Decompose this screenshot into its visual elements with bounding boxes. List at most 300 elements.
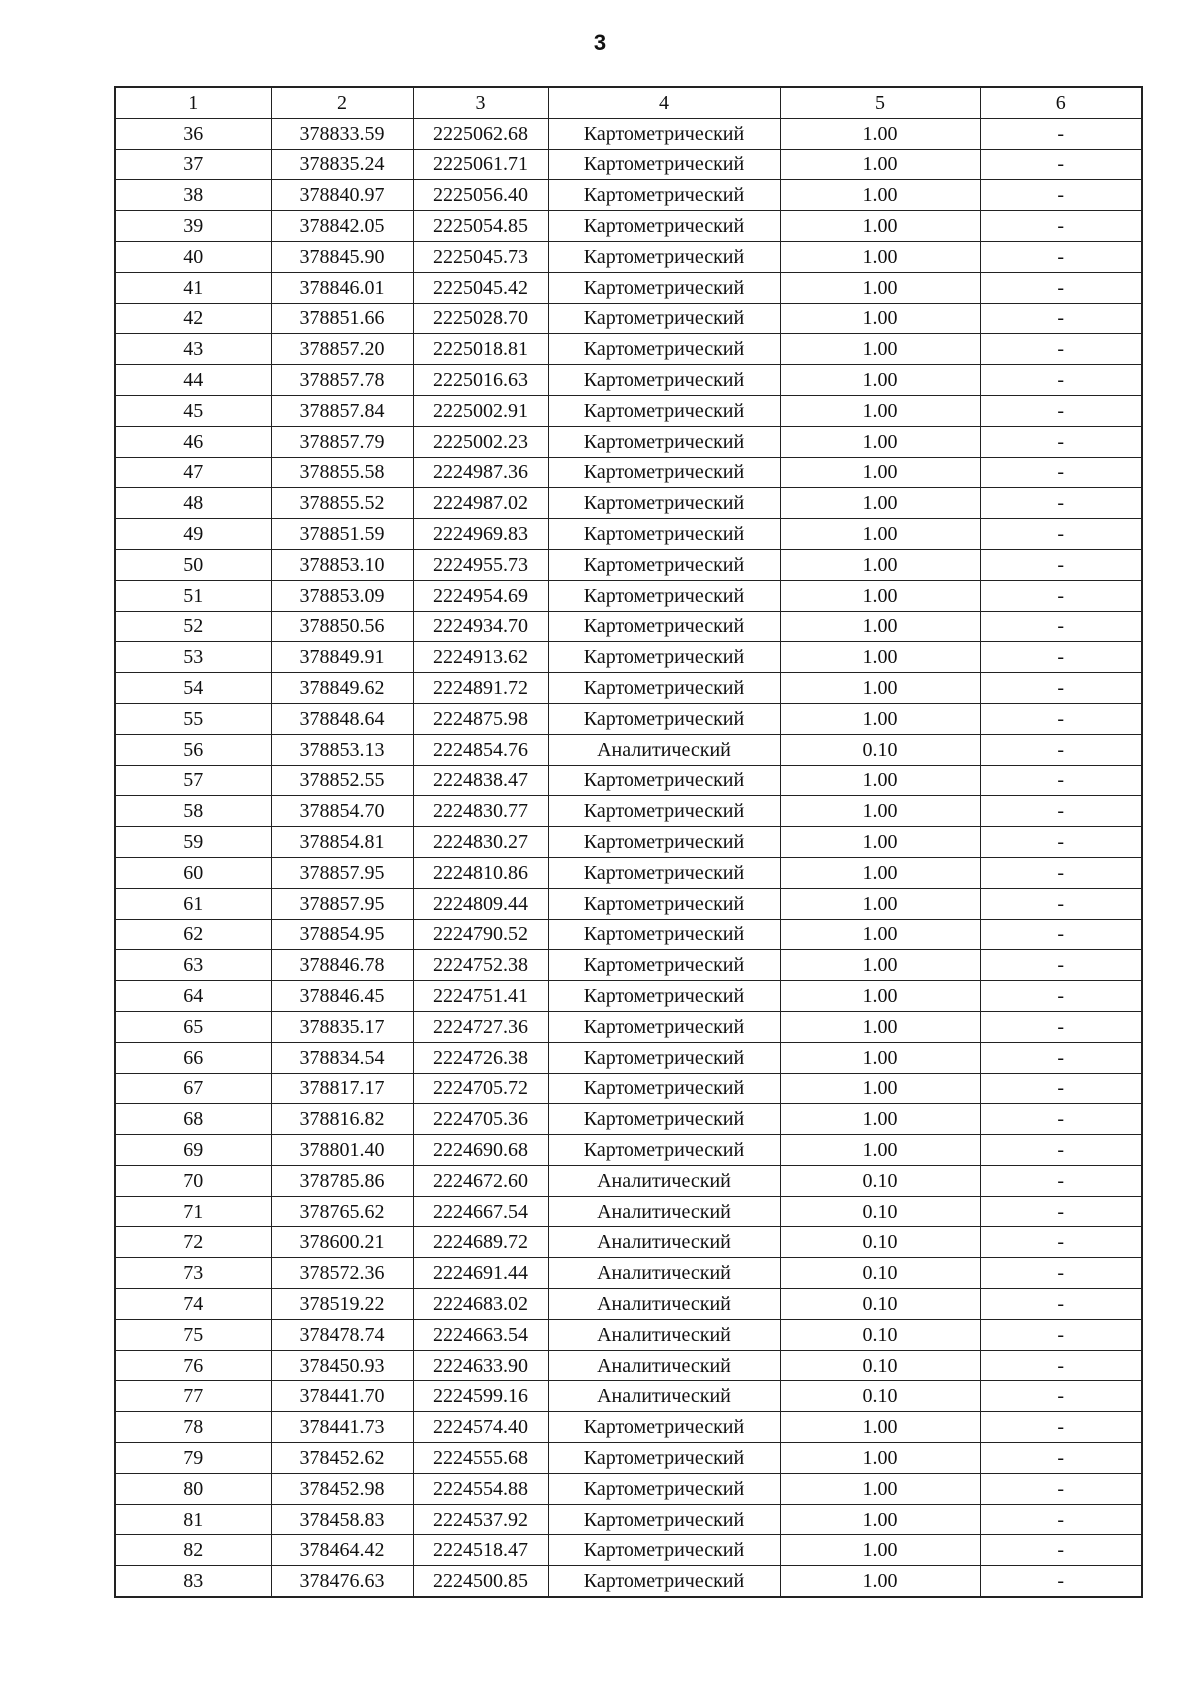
table-row xyxy=(115,1042,1142,1073)
y-coordinate-cell: 2224838.47 xyxy=(413,765,548,796)
table-row xyxy=(115,1504,1142,1535)
method-cell: Аналитический xyxy=(548,1381,780,1412)
table-row xyxy=(115,827,1142,858)
description-cell: - xyxy=(980,1073,1142,1104)
y-coordinate-cell: 2225054.85 xyxy=(413,211,548,242)
method-cell: Картометрический xyxy=(548,919,780,950)
y-coordinate-cell: 2224518.47 xyxy=(413,1535,548,1566)
point-number-cell: 82 xyxy=(115,1535,271,1566)
accuracy-cell: 1.00 xyxy=(780,488,980,519)
accuracy-cell: 1.00 xyxy=(780,950,980,981)
description-cell: - xyxy=(980,703,1142,734)
method-cell: Картометрический xyxy=(548,395,780,426)
description-cell: - xyxy=(980,180,1142,211)
method-cell: Картометрический xyxy=(548,334,780,365)
x-coordinate-cell: 378855.58 xyxy=(271,457,413,488)
table-row xyxy=(115,981,1142,1012)
description-cell: - xyxy=(980,118,1142,149)
accuracy-cell: 1.00 xyxy=(780,549,980,580)
point-number-cell: 75 xyxy=(115,1319,271,1350)
point-number-cell: 65 xyxy=(115,1011,271,1042)
y-coordinate-cell: 2224751.41 xyxy=(413,981,548,1012)
y-coordinate-cell: 2224554.88 xyxy=(413,1473,548,1504)
x-coordinate-cell: 378833.59 xyxy=(271,118,413,149)
accuracy-cell: 1.00 xyxy=(780,765,980,796)
y-coordinate-cell: 2225045.42 xyxy=(413,272,548,303)
x-coordinate-cell: 378849.62 xyxy=(271,673,413,704)
y-coordinate-cell: 2224599.16 xyxy=(413,1381,548,1412)
method-cell: Аналитический xyxy=(548,1319,780,1350)
description-cell: - xyxy=(980,888,1142,919)
point-number-cell: 83 xyxy=(115,1566,271,1597)
description-cell: - xyxy=(980,827,1142,858)
description-cell: - xyxy=(980,303,1142,334)
method-cell: Картометрический xyxy=(548,673,780,704)
accuracy-cell: 0.10 xyxy=(780,1289,980,1320)
method-cell: Картометрический xyxy=(548,580,780,611)
x-coordinate-cell: 378857.20 xyxy=(271,334,413,365)
accuracy-cell: 1.00 xyxy=(780,981,980,1012)
method-cell: Картометрический xyxy=(548,703,780,734)
accuracy-cell: 1.00 xyxy=(780,827,980,858)
method-cell: Картометрический xyxy=(548,1042,780,1073)
description-cell: - xyxy=(980,919,1142,950)
accuracy-cell: 1.00 xyxy=(780,118,980,149)
description-cell: - xyxy=(980,734,1142,765)
method-cell: Аналитический xyxy=(548,1258,780,1289)
description-cell: - xyxy=(980,272,1142,303)
table-row xyxy=(115,303,1142,334)
point-number-cell: 77 xyxy=(115,1381,271,1412)
table-row xyxy=(115,1566,1142,1597)
table-row xyxy=(115,549,1142,580)
method-cell: Аналитический xyxy=(548,1289,780,1320)
table-row xyxy=(115,1135,1142,1166)
y-coordinate-cell: 2225061.71 xyxy=(413,149,548,180)
table-row xyxy=(115,796,1142,827)
x-coordinate-cell: 378851.59 xyxy=(271,519,413,550)
table-row xyxy=(115,1227,1142,1258)
description-cell: - xyxy=(980,1319,1142,1350)
point-number-cell: 79 xyxy=(115,1443,271,1474)
method-cell: Аналитический xyxy=(548,734,780,765)
description-cell: - xyxy=(980,426,1142,457)
accuracy-cell: 0.10 xyxy=(780,1227,980,1258)
point-number-cell: 64 xyxy=(115,981,271,1012)
description-cell: - xyxy=(980,1011,1142,1042)
point-number-cell: 67 xyxy=(115,1073,271,1104)
accuracy-cell: 1.00 xyxy=(780,149,980,180)
accuracy-cell: 1.00 xyxy=(780,1504,980,1535)
y-coordinate-cell: 2225002.23 xyxy=(413,426,548,457)
column-header: 2 xyxy=(271,87,413,118)
y-coordinate-cell: 2224854.76 xyxy=(413,734,548,765)
x-coordinate-cell: 378600.21 xyxy=(271,1227,413,1258)
table-row xyxy=(115,1473,1142,1504)
point-number-cell: 58 xyxy=(115,796,271,827)
method-cell: Картометрический xyxy=(548,118,780,149)
y-coordinate-cell: 2225002.91 xyxy=(413,395,548,426)
y-coordinate-cell: 2224500.85 xyxy=(413,1566,548,1597)
x-coordinate-cell: 378441.73 xyxy=(271,1412,413,1443)
y-coordinate-cell: 2224891.72 xyxy=(413,673,548,704)
point-number-cell: 41 xyxy=(115,272,271,303)
accuracy-cell: 1.00 xyxy=(780,703,980,734)
method-cell: Картометрический xyxy=(548,1135,780,1166)
table-row xyxy=(115,1011,1142,1042)
accuracy-cell: 0.10 xyxy=(780,1381,980,1412)
description-cell: - xyxy=(980,1350,1142,1381)
point-number-cell: 50 xyxy=(115,549,271,580)
x-coordinate-cell: 378854.70 xyxy=(271,796,413,827)
column-header: 5 xyxy=(780,87,980,118)
accuracy-cell: 1.00 xyxy=(780,888,980,919)
table-row xyxy=(115,118,1142,149)
point-number-cell: 62 xyxy=(115,919,271,950)
point-number-cell: 61 xyxy=(115,888,271,919)
y-coordinate-cell: 2225062.68 xyxy=(413,118,548,149)
description-cell: - xyxy=(980,1566,1142,1597)
method-cell: Аналитический xyxy=(548,1350,780,1381)
description-cell: - xyxy=(980,1504,1142,1535)
point-number-cell: 72 xyxy=(115,1227,271,1258)
description-cell: - xyxy=(980,1258,1142,1289)
y-coordinate-cell: 2225056.40 xyxy=(413,180,548,211)
description-cell: - xyxy=(980,796,1142,827)
method-cell: Картометрический xyxy=(548,1412,780,1443)
point-number-cell: 45 xyxy=(115,395,271,426)
x-coordinate-cell: 378851.66 xyxy=(271,303,413,334)
accuracy-cell: 1.00 xyxy=(780,180,980,211)
x-coordinate-cell: 378835.17 xyxy=(271,1011,413,1042)
y-coordinate-cell: 2225016.63 xyxy=(413,365,548,396)
description-cell: - xyxy=(980,395,1142,426)
table-row xyxy=(115,857,1142,888)
description-cell: - xyxy=(980,549,1142,580)
point-number-cell: 63 xyxy=(115,950,271,981)
method-cell: Картометрический xyxy=(548,611,780,642)
x-coordinate-cell: 378853.10 xyxy=(271,549,413,580)
table-row xyxy=(115,334,1142,365)
point-number-cell: 81 xyxy=(115,1504,271,1535)
description-cell: - xyxy=(980,457,1142,488)
description-cell: - xyxy=(980,365,1142,396)
table-row xyxy=(115,580,1142,611)
x-coordinate-cell: 378464.42 xyxy=(271,1535,413,1566)
table-row xyxy=(115,1073,1142,1104)
x-coordinate-cell: 378857.84 xyxy=(271,395,413,426)
description-cell: - xyxy=(980,1535,1142,1566)
method-cell: Картометрический xyxy=(548,1073,780,1104)
x-coordinate-cell: 378452.62 xyxy=(271,1443,413,1474)
y-coordinate-cell: 2225018.81 xyxy=(413,334,548,365)
point-number-cell: 43 xyxy=(115,334,271,365)
table-row xyxy=(115,765,1142,796)
table-row xyxy=(115,365,1142,396)
description-cell: - xyxy=(980,1381,1142,1412)
accuracy-cell: 0.10 xyxy=(780,1258,980,1289)
method-cell: Картометрический xyxy=(548,1504,780,1535)
y-coordinate-cell: 2224667.54 xyxy=(413,1196,548,1227)
point-number-cell: 39 xyxy=(115,211,271,242)
method-cell: Картометрический xyxy=(548,827,780,858)
description-cell: - xyxy=(980,488,1142,519)
table-row xyxy=(115,611,1142,642)
table-row xyxy=(115,1196,1142,1227)
accuracy-cell: 1.00 xyxy=(780,1566,980,1597)
table-row xyxy=(115,488,1142,519)
method-cell: Картометрический xyxy=(548,1011,780,1042)
y-coordinate-cell: 2224633.90 xyxy=(413,1350,548,1381)
accuracy-cell: 1.00 xyxy=(780,211,980,242)
table-row xyxy=(115,1412,1142,1443)
y-coordinate-cell: 2224663.54 xyxy=(413,1319,548,1350)
point-number-cell: 59 xyxy=(115,827,271,858)
table-row xyxy=(115,919,1142,950)
point-number-cell: 69 xyxy=(115,1135,271,1166)
coordinates-table xyxy=(114,86,1143,1598)
method-cell: Картометрический xyxy=(548,1104,780,1135)
description-cell: - xyxy=(980,857,1142,888)
y-coordinate-cell: 2224987.36 xyxy=(413,457,548,488)
description-cell: - xyxy=(980,1443,1142,1474)
method-cell: Картометрический xyxy=(548,1443,780,1474)
y-coordinate-cell: 2224574.40 xyxy=(413,1412,548,1443)
accuracy-cell: 1.00 xyxy=(780,519,980,550)
x-coordinate-cell: 378850.56 xyxy=(271,611,413,642)
method-cell: Картометрический xyxy=(548,426,780,457)
accuracy-cell: 1.00 xyxy=(780,272,980,303)
accuracy-cell: 1.00 xyxy=(780,611,980,642)
point-number-cell: 47 xyxy=(115,457,271,488)
point-number-cell: 46 xyxy=(115,426,271,457)
table-row xyxy=(115,241,1142,272)
y-coordinate-cell: 2224875.98 xyxy=(413,703,548,734)
y-coordinate-cell: 2224830.77 xyxy=(413,796,548,827)
method-cell: Картометрический xyxy=(548,981,780,1012)
description-cell: - xyxy=(980,642,1142,673)
accuracy-cell: 1.00 xyxy=(780,1473,980,1504)
table-row xyxy=(115,1165,1142,1196)
method-cell: Картометрический xyxy=(548,519,780,550)
accuracy-cell: 1.00 xyxy=(780,1073,980,1104)
accuracy-cell: 1.00 xyxy=(780,426,980,457)
method-cell: Картометрический xyxy=(548,1566,780,1597)
y-coordinate-cell: 2224672.60 xyxy=(413,1165,548,1196)
x-coordinate-cell: 378840.97 xyxy=(271,180,413,211)
accuracy-cell: 1.00 xyxy=(780,1011,980,1042)
table-row xyxy=(115,1289,1142,1320)
accuracy-cell: 1.00 xyxy=(780,1042,980,1073)
column-header: 4 xyxy=(548,87,780,118)
y-coordinate-cell: 2224934.70 xyxy=(413,611,548,642)
point-number-cell: 44 xyxy=(115,365,271,396)
x-coordinate-cell: 378848.64 xyxy=(271,703,413,734)
y-coordinate-cell: 2224689.72 xyxy=(413,1227,548,1258)
description-cell: - xyxy=(980,149,1142,180)
method-cell: Картометрический xyxy=(548,365,780,396)
table-row xyxy=(115,1350,1142,1381)
method-cell: Картометрический xyxy=(548,857,780,888)
x-coordinate-cell: 378450.93 xyxy=(271,1350,413,1381)
description-cell: - xyxy=(980,211,1142,242)
y-coordinate-cell: 2224969.83 xyxy=(413,519,548,550)
accuracy-cell: 0.10 xyxy=(780,1196,980,1227)
accuracy-cell: 1.00 xyxy=(780,580,980,611)
y-coordinate-cell: 2224537.92 xyxy=(413,1504,548,1535)
x-coordinate-cell: 378857.95 xyxy=(271,888,413,919)
x-coordinate-cell: 378853.13 xyxy=(271,734,413,765)
table-row xyxy=(115,519,1142,550)
method-cell: Картометрический xyxy=(548,642,780,673)
y-coordinate-cell: 2224683.02 xyxy=(413,1289,548,1320)
y-coordinate-cell: 2224726.38 xyxy=(413,1042,548,1073)
y-coordinate-cell: 2224691.44 xyxy=(413,1258,548,1289)
point-number-cell: 74 xyxy=(115,1289,271,1320)
x-coordinate-cell: 378476.63 xyxy=(271,1566,413,1597)
y-coordinate-cell: 2225028.70 xyxy=(413,303,548,334)
point-number-cell: 68 xyxy=(115,1104,271,1135)
x-coordinate-cell: 378857.78 xyxy=(271,365,413,396)
y-coordinate-cell: 2224790.52 xyxy=(413,919,548,950)
method-cell: Картометрический xyxy=(548,457,780,488)
method-cell: Картометрический xyxy=(548,211,780,242)
description-cell: - xyxy=(980,1196,1142,1227)
table-body xyxy=(115,118,1142,1597)
description-cell: - xyxy=(980,1135,1142,1166)
x-coordinate-cell: 378846.45 xyxy=(271,981,413,1012)
method-cell: Картометрический xyxy=(548,796,780,827)
x-coordinate-cell: 378846.78 xyxy=(271,950,413,981)
table-row xyxy=(115,1443,1142,1474)
description-cell: - xyxy=(980,334,1142,365)
y-coordinate-cell: 2224752.38 xyxy=(413,950,548,981)
table-row xyxy=(115,1258,1142,1289)
method-cell: Аналитический xyxy=(548,1165,780,1196)
description-cell: - xyxy=(980,1289,1142,1320)
method-cell: Аналитический xyxy=(548,1196,780,1227)
description-cell: - xyxy=(980,519,1142,550)
y-coordinate-cell: 2224727.36 xyxy=(413,1011,548,1042)
x-coordinate-cell: 378801.40 xyxy=(271,1135,413,1166)
description-cell: - xyxy=(980,673,1142,704)
description-cell: - xyxy=(980,1412,1142,1443)
x-coordinate-cell: 378854.81 xyxy=(271,827,413,858)
x-coordinate-cell: 378846.01 xyxy=(271,272,413,303)
description-cell: - xyxy=(980,241,1142,272)
accuracy-cell: 1.00 xyxy=(780,241,980,272)
description-cell: - xyxy=(980,1042,1142,1073)
table-row xyxy=(115,1535,1142,1566)
y-coordinate-cell: 2224705.36 xyxy=(413,1104,548,1135)
page-number: 3 xyxy=(593,30,607,55)
x-coordinate-cell: 378857.79 xyxy=(271,426,413,457)
x-coordinate-cell: 378458.83 xyxy=(271,1504,413,1535)
point-number-cell: 52 xyxy=(115,611,271,642)
point-number-cell: 55 xyxy=(115,703,271,734)
x-coordinate-cell: 378572.36 xyxy=(271,1258,413,1289)
method-cell: Картометрический xyxy=(548,272,780,303)
table-row xyxy=(115,395,1142,426)
accuracy-cell: 1.00 xyxy=(780,857,980,888)
accuracy-cell: 1.00 xyxy=(780,1535,980,1566)
x-coordinate-cell: 378849.91 xyxy=(271,642,413,673)
x-coordinate-cell: 378845.90 xyxy=(271,241,413,272)
y-coordinate-cell: 2224954.69 xyxy=(413,580,548,611)
y-coordinate-cell: 2224830.27 xyxy=(413,827,548,858)
x-coordinate-cell: 378817.17 xyxy=(271,1073,413,1104)
x-coordinate-cell: 378835.24 xyxy=(271,149,413,180)
description-cell: - xyxy=(980,950,1142,981)
accuracy-cell: 1.00 xyxy=(780,1412,980,1443)
accuracy-cell: 1.00 xyxy=(780,1104,980,1135)
method-cell: Картометрический xyxy=(548,488,780,519)
accuracy-cell: 0.10 xyxy=(780,1319,980,1350)
point-number-cell: 38 xyxy=(115,180,271,211)
accuracy-cell: 0.10 xyxy=(780,1350,980,1381)
x-coordinate-cell: 378852.55 xyxy=(271,765,413,796)
point-number-cell: 76 xyxy=(115,1350,271,1381)
table-row xyxy=(115,180,1142,211)
point-number-cell: 66 xyxy=(115,1042,271,1073)
point-number-cell: 80 xyxy=(115,1473,271,1504)
x-coordinate-cell: 378478.74 xyxy=(271,1319,413,1350)
point-number-cell: 49 xyxy=(115,519,271,550)
x-coordinate-cell: 378853.09 xyxy=(271,580,413,611)
y-coordinate-cell: 2224987.02 xyxy=(413,488,548,519)
accuracy-cell: 1.00 xyxy=(780,1135,980,1166)
table-row xyxy=(115,1319,1142,1350)
method-cell: Картометрический xyxy=(548,180,780,211)
table-row xyxy=(115,642,1142,673)
x-coordinate-cell: 378855.52 xyxy=(271,488,413,519)
x-coordinate-cell: 378519.22 xyxy=(271,1289,413,1320)
point-number-cell: 48 xyxy=(115,488,271,519)
y-coordinate-cell: 2224913.62 xyxy=(413,642,548,673)
point-number-cell: 70 xyxy=(115,1165,271,1196)
table-header-row xyxy=(115,87,1142,118)
x-coordinate-cell: 378857.95 xyxy=(271,857,413,888)
accuracy-cell: 0.10 xyxy=(780,1165,980,1196)
x-coordinate-cell: 378816.82 xyxy=(271,1104,413,1135)
accuracy-cell: 1.00 xyxy=(780,919,980,950)
y-coordinate-cell: 2224810.86 xyxy=(413,857,548,888)
accuracy-cell: 1.00 xyxy=(780,334,980,365)
method-cell: Картометрический xyxy=(548,549,780,580)
table-row xyxy=(115,703,1142,734)
point-number-cell: 56 xyxy=(115,734,271,765)
column-header: 3 xyxy=(413,87,548,118)
y-coordinate-cell: 2224555.68 xyxy=(413,1443,548,1474)
x-coordinate-cell: 378441.70 xyxy=(271,1381,413,1412)
point-number-cell: 37 xyxy=(115,149,271,180)
accuracy-cell: 1.00 xyxy=(780,395,980,426)
description-cell: - xyxy=(980,981,1142,1012)
table-row xyxy=(115,673,1142,704)
method-cell: Аналитический xyxy=(548,1227,780,1258)
table-row xyxy=(115,211,1142,242)
x-coordinate-cell: 378765.62 xyxy=(271,1196,413,1227)
x-coordinate-cell: 378842.05 xyxy=(271,211,413,242)
table-row xyxy=(115,734,1142,765)
x-coordinate-cell: 378834.54 xyxy=(271,1042,413,1073)
x-coordinate-cell: 378785.86 xyxy=(271,1165,413,1196)
accuracy-cell: 1.00 xyxy=(780,457,980,488)
table-row xyxy=(115,1381,1142,1412)
point-number-cell: 60 xyxy=(115,857,271,888)
accuracy-cell: 1.00 xyxy=(780,365,980,396)
accuracy-cell: 0.10 xyxy=(780,734,980,765)
